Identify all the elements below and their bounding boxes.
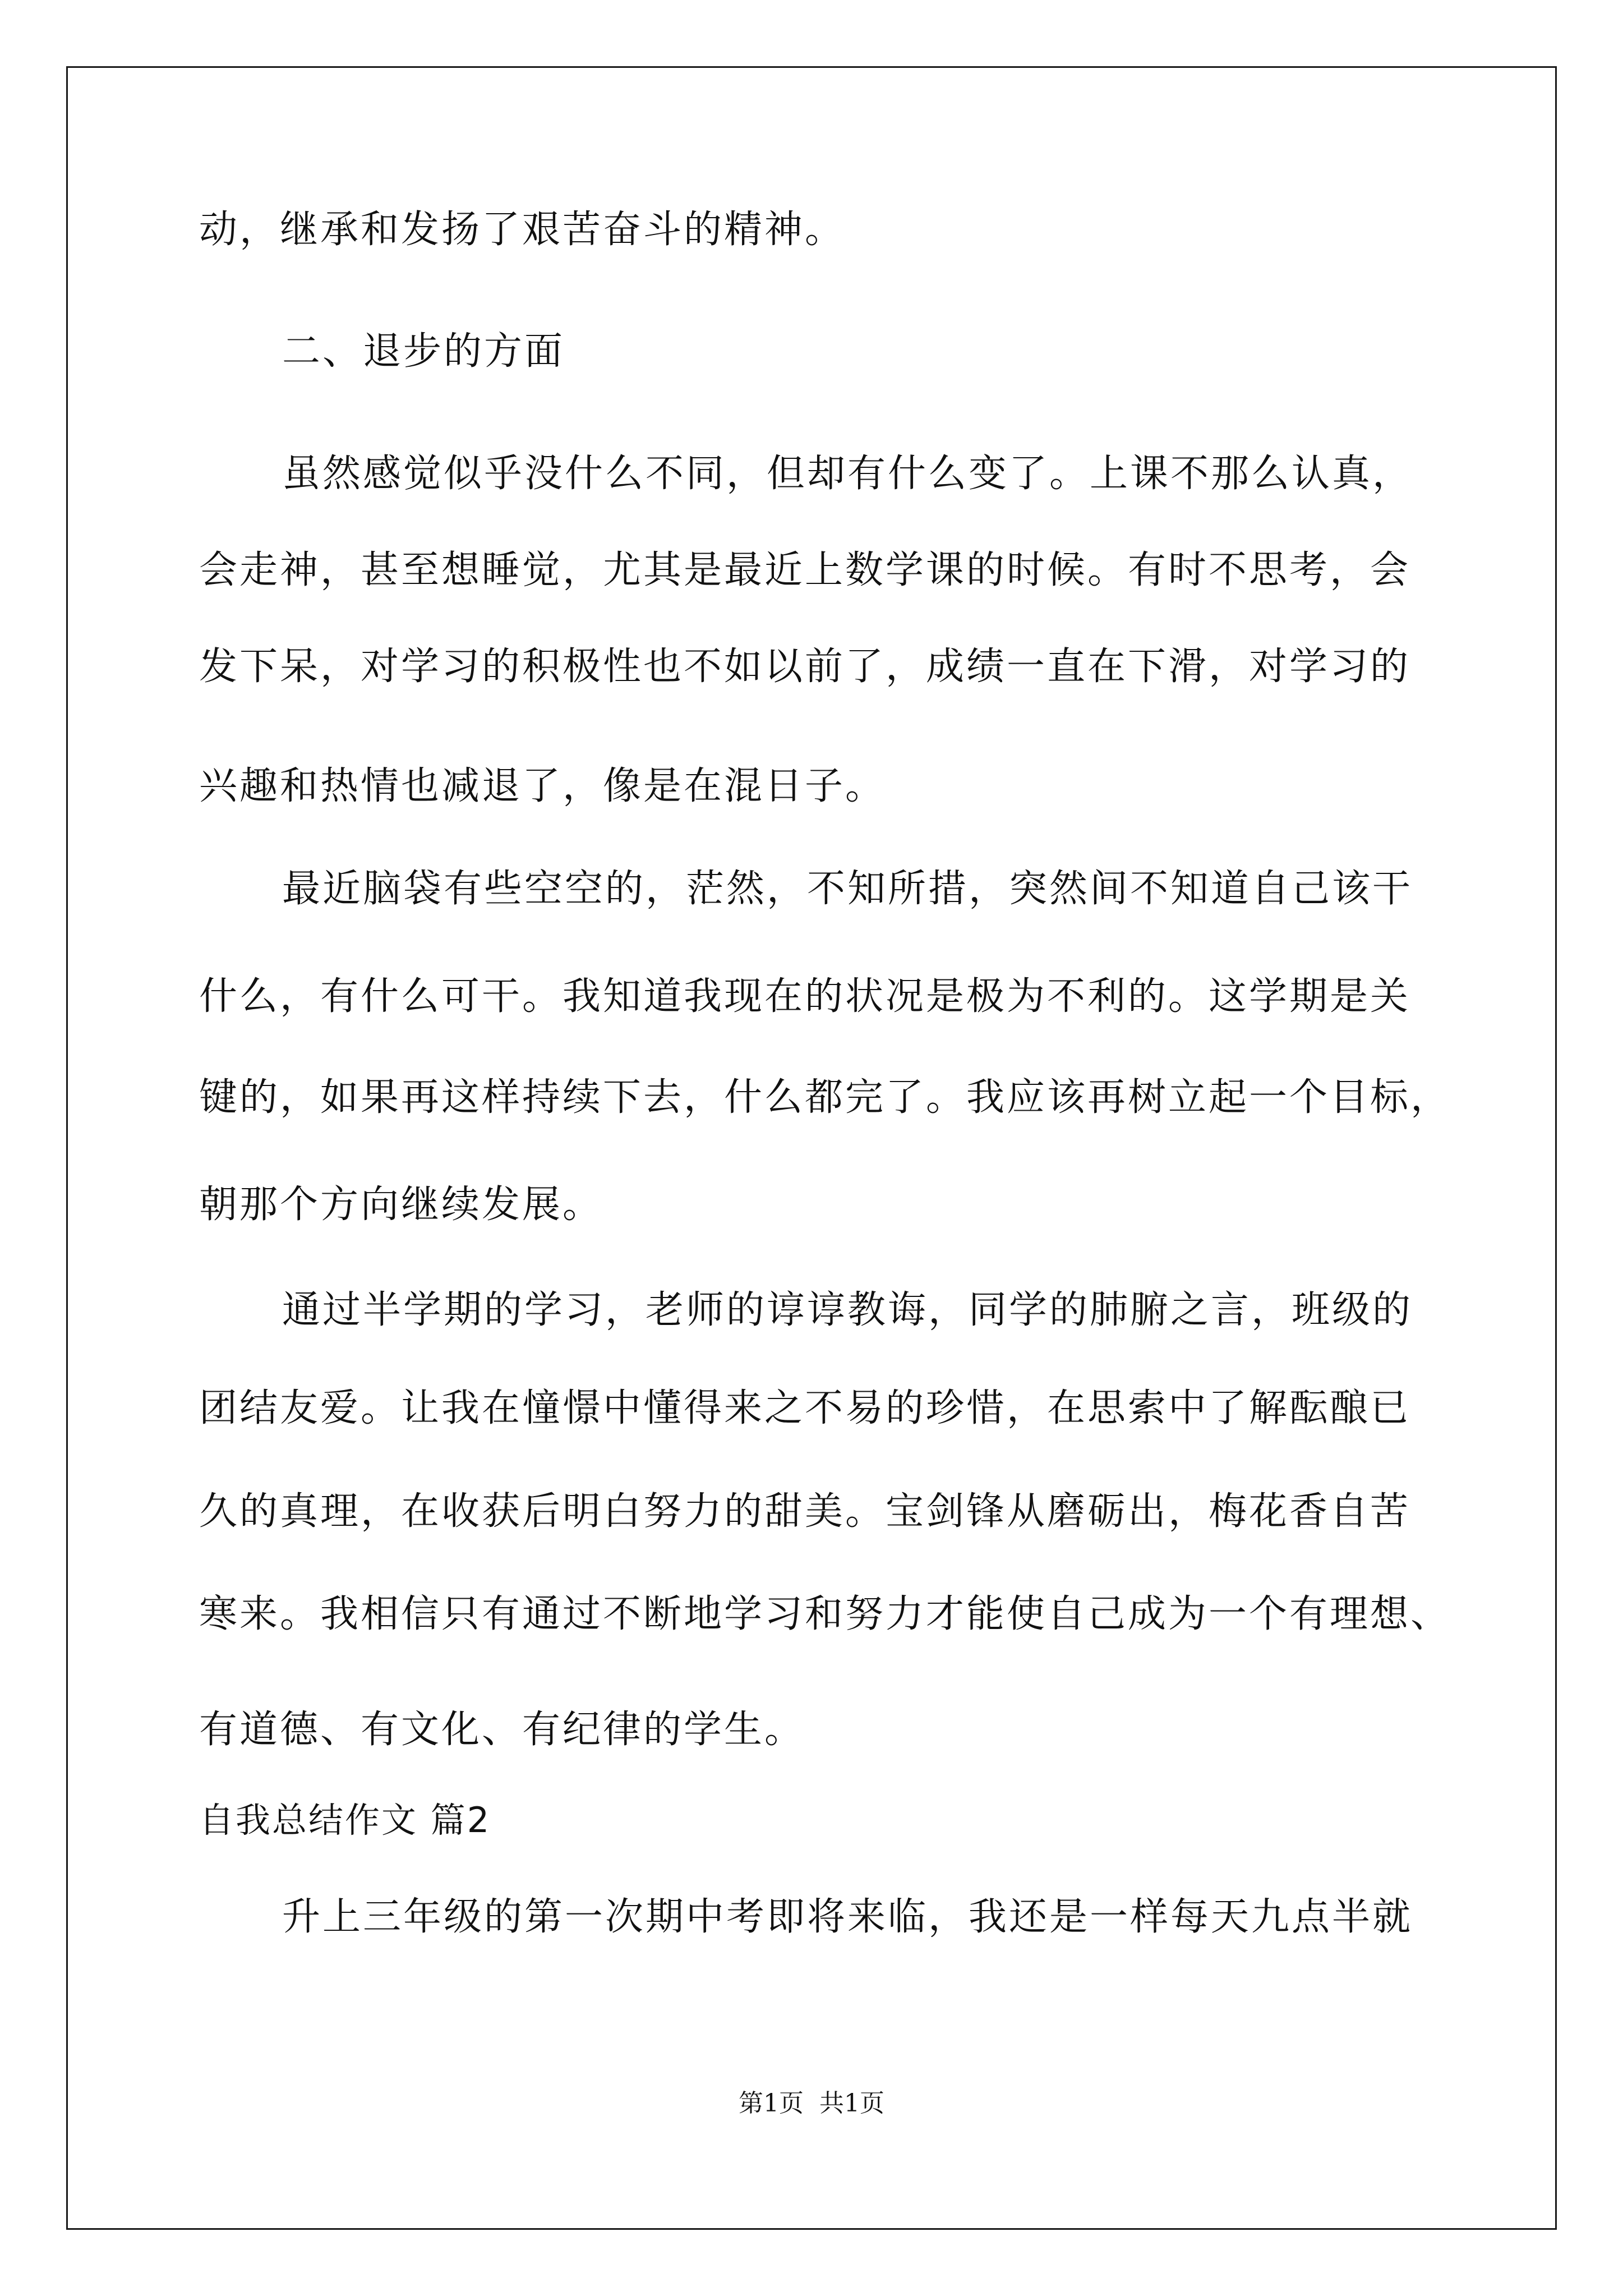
body-line-3: 虽然感觉似乎没什么不同，但却有什么变了。上课不那么认真，: [282, 452, 1413, 496]
page-number-footer: 第1页 共1页: [739, 2089, 884, 2118]
body-line-13: 久的真理，在收获后明白努力的甜美。宝剑锋从磨砺出，梅花香自苦: [199, 1489, 1411, 1534]
article-heading: 自我总结作文 篇2: [199, 1800, 491, 1841]
section-subheading: 二、退步的方面: [282, 329, 565, 374]
body-line-1: 动，继承和发扬了艰苦奋斗的精神。: [199, 208, 846, 252]
body-line-17: 升上三年级的第一次期中考即将来临，我还是一样每天九点半就: [282, 1895, 1413, 1939]
body-line-12: 团结友爱。让我在憧憬中懂得来之不易的珍惜，在思索中了解酝酿已: [199, 1386, 1411, 1430]
body-line-11: 通过半学期的学习，老师的谆谆教诲，同学的肺腑之言，班级的: [282, 1288, 1413, 1332]
body-line-7: 最近脑袋有些空空的，茫然，不知所措，突然间不知道自己该干: [282, 867, 1413, 911]
body-line-5: 发下呆，对学习的积极性也不如以前了，成绩一直在下滑，对学习的: [199, 645, 1411, 689]
body-line-15: 有道德、有文化、有纪律的学生。: [199, 1708, 805, 1752]
body-line-4: 会走神，甚至想睡觉，尤其是最近上数学课的时候。有时不思考，会: [199, 548, 1411, 592]
body-line-6: 兴趣和热情也减退了，像是在混日子。: [199, 764, 886, 808]
body-line-9: 键的，如果再这样持续下去，什么都完了。我应该再树立起一个目标，: [199, 1075, 1451, 1120]
body-line-10: 朝那个方向继续发展。: [199, 1182, 603, 1227]
body-line-14: 寒来。我相信只有通过不断地学习和努力才能使自己成为一个有理想、: [199, 1592, 1451, 1636]
body-line-8: 什么，有什么可干。我知道我现在的状况是极为不利的。这学期是关: [199, 974, 1411, 1019]
